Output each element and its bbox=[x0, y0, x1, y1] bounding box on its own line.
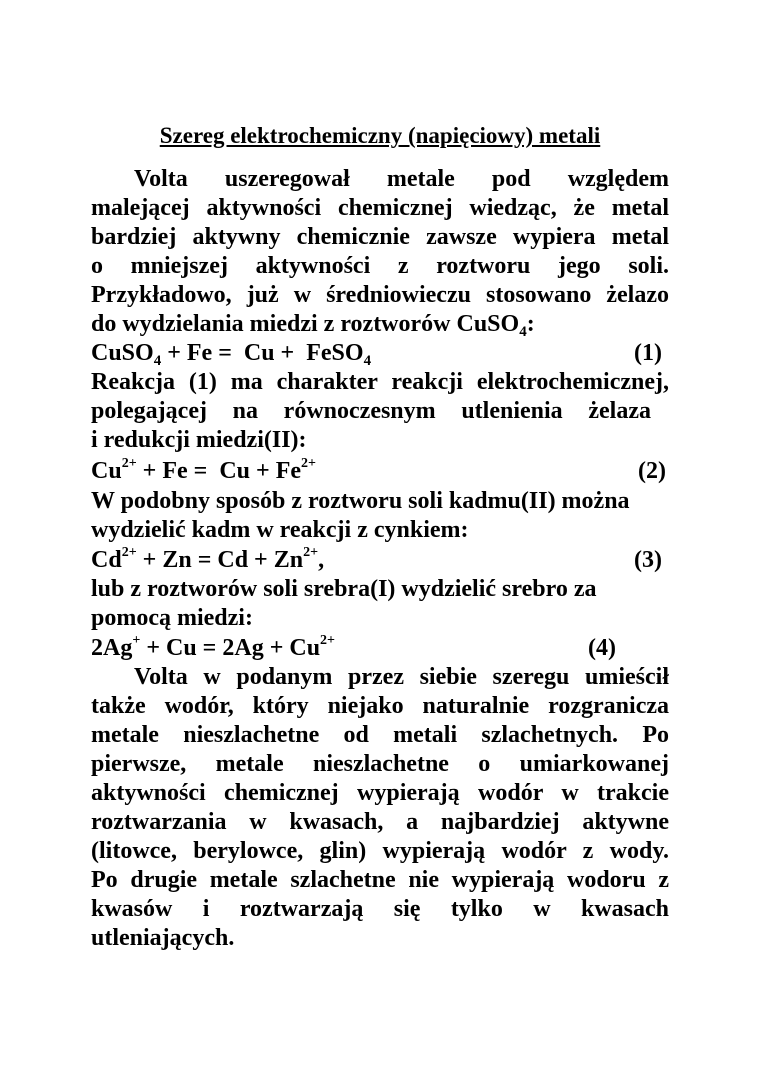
paragraph-line: lub z roztworów soli srebra(I) wydzielić srebro za bbox=[91, 576, 597, 602]
equation-number: (3) bbox=[634, 547, 662, 573]
paragraph-line: Volta uszeregował metale pod względem bbox=[134, 166, 669, 192]
document-title: Szereg elektrochemiczny (napięciowy) metali bbox=[159, 123, 601, 148]
paragraph-line: Reakcja (1) ma charakter reakcji elektrochemicznej, bbox=[91, 369, 669, 395]
paragraph-line: Volta w podanym przez siebie szeregu umieścił bbox=[134, 664, 669, 690]
equation-number: (2) bbox=[638, 458, 666, 484]
equation-4: $2Ag^+ + Cu = 2Ag + Cu^{2+}$ bbox=[91, 633, 336, 661]
paragraph-line: bardziej aktywny chemicznie zawsze wypiera metal bbox=[91, 224, 669, 250]
paragraph-line: pierwsze, metale nieszlachetne o umiarkowanej bbox=[91, 751, 669, 777]
paragraph-line: metale nieszlachetne od metali szlachetnych. Po bbox=[91, 722, 669, 748]
paragraph-line: roztwarzania w kwasach, a najbardziej aktywne bbox=[91, 809, 669, 835]
paragraph-line: (litowce, berylowce, glin) wypierają wodór z wody. bbox=[91, 838, 669, 864]
equation-3: $Cd^{2+} + Zn = Cd + Zn^{2+}$, bbox=[91, 545, 325, 573]
paragraph-line: pomocą miedzi: bbox=[91, 605, 253, 631]
paragraph-line: polegającej na równoczesnym utlenienia żelaza bbox=[91, 398, 651, 424]
equation-number: (1) bbox=[634, 340, 662, 366]
paragraph-line: Przykładowo, już w średniowieczu stosowano żelazo bbox=[91, 282, 669, 308]
equation-1: CuSO$_4$ + Fe = Cu + FeSO$_4$ bbox=[91, 340, 372, 369]
paragraph-line: Po drugie metale szlachetne nie wypierają wodoru z bbox=[91, 867, 669, 893]
paragraph-line: o mniejszej aktywności z roztworu jego soli. bbox=[91, 253, 669, 279]
equation-2: $Cu^{2+} + Fe = Cu + Fe^{2+}$ bbox=[91, 456, 316, 484]
paragraph-line: aktywności chemicznej wypierają wodór w trakcie bbox=[91, 780, 669, 806]
paragraph-line: wydzielić kadm w reakcji z cynkiem: bbox=[91, 517, 469, 543]
equation-number: (4) bbox=[588, 635, 616, 661]
paragraph-line: utleniających. bbox=[91, 925, 235, 951]
paragraph-line: malejącej aktywności chemicznej wiedząc, że metal bbox=[91, 195, 669, 221]
paragraph-line: kwasów i roztwarzają się tylko w kwasach bbox=[91, 896, 669, 922]
paragraph-line: także wodór, który niejako naturalnie rozgranicza bbox=[91, 693, 669, 719]
paragraph-line: W podobny sposób z roztworu soli kadmu(II) można bbox=[91, 488, 630, 514]
paragraph-line: i redukcji miedzi(II): bbox=[91, 427, 307, 453]
paragraph-line: do wydzielania miedzi z roztworów CuSO$_4$: bbox=[91, 311, 535, 340]
